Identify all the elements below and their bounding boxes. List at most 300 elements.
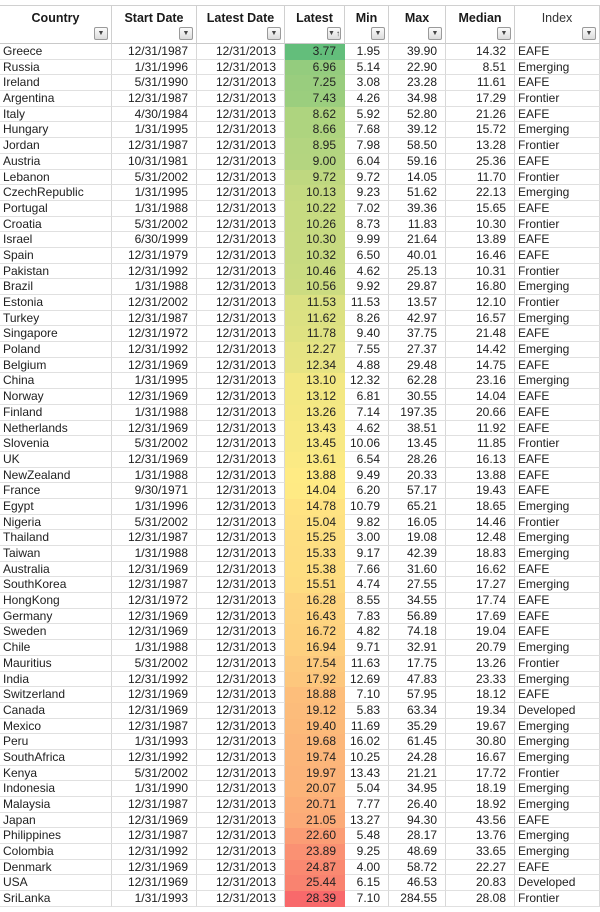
cell-index[interactable]: EAFE <box>515 248 600 264</box>
cell-latest[interactable]: 17.54 <box>285 656 345 672</box>
cell-max[interactable]: 29.87 <box>389 279 446 295</box>
cell-latest_date[interactable]: 12/31/2013 <box>197 232 285 248</box>
cell-min[interactable]: 11.63 <box>345 656 389 672</box>
cell-country[interactable]: Australia <box>0 562 112 578</box>
cell-min[interactable]: 9.99 <box>345 232 389 248</box>
cell-latest_date[interactable]: 12/31/2013 <box>197 421 285 437</box>
cell-min[interactable]: 4.62 <box>345 421 389 437</box>
cell-start_date[interactable]: 5/31/2002 <box>112 515 197 531</box>
cell-latest_date[interactable]: 12/31/2013 <box>197 813 285 829</box>
cell-min[interactable]: 4.88 <box>345 358 389 374</box>
cell-latest[interactable]: 17.92 <box>285 672 345 688</box>
cell-latest[interactable]: 24.87 <box>285 860 345 876</box>
cell-latest_date[interactable]: 12/31/2013 <box>197 781 285 797</box>
cell-start_date[interactable]: 12/31/1969 <box>112 562 197 578</box>
cell-max[interactable]: 17.75 <box>389 656 446 672</box>
cell-median[interactable]: 14.42 <box>446 342 515 358</box>
cell-start_date[interactable]: 12/31/1969 <box>112 624 197 640</box>
cell-country[interactable]: Egypt <box>0 499 112 515</box>
cell-country[interactable]: Kenya <box>0 766 112 782</box>
cell-country[interactable]: France <box>0 483 112 499</box>
cell-median[interactable]: 22.27 <box>446 860 515 876</box>
cell-index[interactable]: EAFE <box>515 593 600 609</box>
cell-start_date[interactable]: 12/31/1987 <box>112 91 197 107</box>
cell-country[interactable]: Japan <box>0 813 112 829</box>
cell-index[interactable]: Emerging <box>515 781 600 797</box>
cell-latest[interactable]: 22.60 <box>285 828 345 844</box>
cell-max[interactable]: 58.50 <box>389 138 446 154</box>
cell-start_date[interactable]: 12/31/1987 <box>112 719 197 735</box>
cell-index[interactable]: Emerging <box>515 279 600 295</box>
cell-min[interactable]: 7.55 <box>345 342 389 358</box>
cell-max[interactable]: 40.01 <box>389 248 446 264</box>
cell-index[interactable]: Frontier <box>515 436 600 452</box>
cell-median[interactable]: 16.46 <box>446 248 515 264</box>
cell-max[interactable]: 26.40 <box>389 797 446 813</box>
cell-latest_date[interactable]: 12/31/2013 <box>197 248 285 264</box>
cell-latest[interactable]: 13.10 <box>285 373 345 389</box>
cell-index[interactable]: Emerging <box>515 373 600 389</box>
cell-max[interactable]: 51.62 <box>389 185 446 201</box>
cell-index[interactable]: Emerging <box>515 60 600 76</box>
cell-latest[interactable]: 15.25 <box>285 530 345 546</box>
cell-latest[interactable]: 10.46 <box>285 264 345 280</box>
cell-latest_date[interactable]: 12/31/2013 <box>197 154 285 170</box>
cell-index[interactable]: EAFE <box>515 452 600 468</box>
cell-latest_date[interactable]: 12/31/2013 <box>197 483 285 499</box>
cell-latest_date[interactable]: 12/31/2013 <box>197 452 285 468</box>
cell-latest_date[interactable]: 12/31/2013 <box>197 891 285 907</box>
cell-start_date[interactable]: 1/31/1990 <box>112 781 197 797</box>
cell-median[interactable]: 17.69 <box>446 609 515 625</box>
cell-latest_date[interactable]: 12/31/2013 <box>197 609 285 625</box>
cell-max[interactable]: 62.28 <box>389 373 446 389</box>
cell-latest_date[interactable]: 12/31/2013 <box>197 860 285 876</box>
cell-country[interactable]: SouthAfrica <box>0 750 112 766</box>
cell-median[interactable]: 18.92 <box>446 797 515 813</box>
cell-start_date[interactable]: 9/30/1971 <box>112 483 197 499</box>
cell-start_date[interactable]: 1/31/1988 <box>112 201 197 217</box>
cell-latest_date[interactable]: 12/31/2013 <box>197 60 285 76</box>
cell-latest[interactable]: 15.51 <box>285 577 345 593</box>
cell-index[interactable]: Emerging <box>515 122 600 138</box>
cell-start_date[interactable]: 12/31/1969 <box>112 813 197 829</box>
cell-start_date[interactable]: 6/30/1999 <box>112 232 197 248</box>
cell-latest_date[interactable]: 12/31/2013 <box>197 75 285 91</box>
cell-median[interactable]: 11.92 <box>446 421 515 437</box>
cell-median[interactable]: 16.67 <box>446 750 515 766</box>
cell-latest[interactable]: 19.40 <box>285 719 345 735</box>
cell-country[interactable]: Russia <box>0 60 112 76</box>
cell-median[interactable]: 23.33 <box>446 672 515 688</box>
cell-min[interactable]: 13.43 <box>345 766 389 782</box>
cell-index[interactable]: Frontier <box>515 264 600 280</box>
cell-latest_date[interactable]: 12/31/2013 <box>197 828 285 844</box>
cell-index[interactable]: EAFE <box>515 201 600 217</box>
cell-latest[interactable]: 14.04 <box>285 483 345 499</box>
cell-min[interactable]: 9.23 <box>345 185 389 201</box>
cell-median[interactable]: 13.76 <box>446 828 515 844</box>
cell-latest_date[interactable]: 12/31/2013 <box>197 766 285 782</box>
cell-latest[interactable]: 10.26 <box>285 217 345 233</box>
cell-country[interactable]: Malaysia <box>0 797 112 813</box>
cell-country[interactable]: Brazil <box>0 279 112 295</box>
filter-dropdown-median[interactable] <box>497 27 511 40</box>
cell-max[interactable]: 48.69 <box>389 844 446 860</box>
cell-country[interactable]: Jordan <box>0 138 112 154</box>
cell-median[interactable]: 12.48 <box>446 530 515 546</box>
cell-latest_date[interactable]: 12/31/2013 <box>197 577 285 593</box>
cell-median[interactable]: 15.72 <box>446 122 515 138</box>
cell-latest_date[interactable]: 12/31/2013 <box>197 687 285 703</box>
cell-max[interactable]: 20.33 <box>389 468 446 484</box>
cell-min[interactable]: 5.04 <box>345 781 389 797</box>
cell-median[interactable]: 10.31 <box>446 264 515 280</box>
cell-min[interactable]: 10.25 <box>345 750 389 766</box>
cell-latest[interactable]: 16.43 <box>285 609 345 625</box>
cell-max[interactable]: 59.16 <box>389 154 446 170</box>
cell-median[interactable]: 16.62 <box>446 562 515 578</box>
cell-max[interactable]: 28.26 <box>389 452 446 468</box>
cell-median[interactable]: 14.46 <box>446 515 515 531</box>
cell-max[interactable]: 24.28 <box>389 750 446 766</box>
cell-latest[interactable]: 16.72 <box>285 624 345 640</box>
cell-min[interactable]: 12.69 <box>345 672 389 688</box>
cell-latest_date[interactable]: 12/31/2013 <box>197 624 285 640</box>
cell-min[interactable]: 7.10 <box>345 687 389 703</box>
cell-start_date[interactable]: 12/31/1972 <box>112 593 197 609</box>
cell-latest[interactable]: 13.26 <box>285 405 345 421</box>
cell-index[interactable]: Developed <box>515 703 600 719</box>
cell-start_date[interactable]: 10/31/1981 <box>112 154 197 170</box>
cell-max[interactable]: 11.83 <box>389 217 446 233</box>
cell-index[interactable]: EAFE <box>515 562 600 578</box>
cell-start_date[interactable]: 12/31/1992 <box>112 264 197 280</box>
cell-latest[interactable]: 14.78 <box>285 499 345 515</box>
cell-latest[interactable]: 25.44 <box>285 875 345 891</box>
cell-median[interactable]: 25.36 <box>446 154 515 170</box>
cell-min[interactable]: 7.02 <box>345 201 389 217</box>
filter-dropdown-index[interactable] <box>582 27 596 40</box>
cell-min[interactable]: 9.82 <box>345 515 389 531</box>
cell-latest[interactable]: 20.07 <box>285 781 345 797</box>
cell-min[interactable]: 4.74 <box>345 577 389 593</box>
cell-median[interactable]: 20.79 <box>446 640 515 656</box>
cell-latest_date[interactable]: 12/31/2013 <box>197 468 285 484</box>
cell-min[interactable]: 4.82 <box>345 624 389 640</box>
cell-median[interactable]: 20.66 <box>446 405 515 421</box>
cell-latest_date[interactable]: 12/31/2013 <box>197 279 285 295</box>
cell-min[interactable]: 7.77 <box>345 797 389 813</box>
cell-country[interactable]: Pakistan <box>0 264 112 280</box>
cell-min[interactable]: 10.06 <box>345 436 389 452</box>
cell-median[interactable]: 10.30 <box>446 217 515 233</box>
cell-latest_date[interactable]: 12/31/2013 <box>197 91 285 107</box>
cell-latest[interactable]: 6.96 <box>285 60 345 76</box>
cell-start_date[interactable]: 5/31/1990 <box>112 75 197 91</box>
cell-min[interactable]: 5.83 <box>345 703 389 719</box>
cell-country[interactable]: Hungary <box>0 122 112 138</box>
cell-median[interactable]: 15.65 <box>446 201 515 217</box>
cell-max[interactable]: 74.18 <box>389 624 446 640</box>
cell-country[interactable]: Poland <box>0 342 112 358</box>
cell-start_date[interactable]: 4/30/1984 <box>112 107 197 123</box>
cell-latest_date[interactable]: 12/31/2013 <box>197 217 285 233</box>
cell-min[interactable]: 7.68 <box>345 122 389 138</box>
cell-max[interactable]: 22.90 <box>389 60 446 76</box>
cell-median[interactable]: 11.61 <box>446 75 515 91</box>
cell-country[interactable]: China <box>0 373 112 389</box>
cell-max[interactable]: 30.55 <box>389 389 446 405</box>
cell-max[interactable]: 27.37 <box>389 342 446 358</box>
cell-min[interactable]: 4.26 <box>345 91 389 107</box>
cell-start_date[interactable]: 1/31/1993 <box>112 734 197 750</box>
cell-index[interactable]: Emerging <box>515 499 600 515</box>
cell-start_date[interactable]: 5/31/2002 <box>112 217 197 233</box>
cell-country[interactable]: Canada <box>0 703 112 719</box>
cell-index[interactable]: Emerging <box>515 185 600 201</box>
cell-median[interactable]: 18.12 <box>446 687 515 703</box>
cell-min[interactable]: 1.95 <box>345 44 389 60</box>
cell-latest[interactable]: 19.12 <box>285 703 345 719</box>
cell-latest[interactable]: 13.45 <box>285 436 345 452</box>
filter-dropdown-max[interactable] <box>428 27 442 40</box>
cell-index[interactable]: Emerging <box>515 672 600 688</box>
cell-min[interactable]: 8.26 <box>345 311 389 327</box>
cell-country[interactable]: Mexico <box>0 719 112 735</box>
cell-min[interactable]: 10.79 <box>345 499 389 515</box>
cell-country[interactable]: CzechRepublic <box>0 185 112 201</box>
cell-median[interactable]: 22.13 <box>446 185 515 201</box>
cell-start_date[interactable]: 12/31/1979 <box>112 248 197 264</box>
cell-country[interactable]: Estonia <box>0 295 112 311</box>
cell-max[interactable]: 19.08 <box>389 530 446 546</box>
cell-latest_date[interactable]: 12/31/2013 <box>197 201 285 217</box>
cell-start_date[interactable]: 12/31/1992 <box>112 342 197 358</box>
cell-country[interactable]: Greece <box>0 44 112 60</box>
cell-start_date[interactable]: 1/31/1995 <box>112 373 197 389</box>
cell-max[interactable]: 21.64 <box>389 232 446 248</box>
cell-max[interactable]: 16.05 <box>389 515 446 531</box>
cell-start_date[interactable]: 12/31/1987 <box>112 797 197 813</box>
cell-latest_date[interactable]: 12/31/2013 <box>197 373 285 389</box>
cell-index[interactable]: Emerging <box>515 311 600 327</box>
cell-latest[interactable]: 8.66 <box>285 122 345 138</box>
cell-country[interactable]: Italy <box>0 107 112 123</box>
cell-index[interactable]: Frontier <box>515 138 600 154</box>
cell-start_date[interactable]: 12/31/1972 <box>112 326 197 342</box>
cell-index[interactable]: Emerging <box>515 640 600 656</box>
cell-max[interactable]: 31.60 <box>389 562 446 578</box>
cell-min[interactable]: 6.54 <box>345 452 389 468</box>
cell-min[interactable]: 9.92 <box>345 279 389 295</box>
cell-median[interactable]: 17.74 <box>446 593 515 609</box>
cell-index[interactable]: Frontier <box>515 295 600 311</box>
cell-median[interactable]: 17.29 <box>446 91 515 107</box>
cell-country[interactable]: Slovenia <box>0 436 112 452</box>
cell-median[interactable]: 11.85 <box>446 436 515 452</box>
cell-start_date[interactable]: 12/31/1987 <box>112 311 197 327</box>
cell-index[interactable]: Emerging <box>515 750 600 766</box>
cell-latest[interactable]: 15.38 <box>285 562 345 578</box>
cell-max[interactable]: 63.34 <box>389 703 446 719</box>
cell-min[interactable]: 8.73 <box>345 217 389 233</box>
cell-index[interactable]: Developed <box>515 875 600 891</box>
cell-min[interactable]: 9.49 <box>345 468 389 484</box>
cell-min[interactable]: 11.69 <box>345 719 389 735</box>
cell-latest_date[interactable]: 12/31/2013 <box>197 499 285 515</box>
cell-latest_date[interactable]: 12/31/2013 <box>197 295 285 311</box>
cell-index[interactable]: Frontier <box>515 217 600 233</box>
cell-max[interactable]: 37.75 <box>389 326 446 342</box>
cell-latest_date[interactable]: 12/31/2013 <box>197 358 285 374</box>
cell-index[interactable]: EAFE <box>515 107 600 123</box>
cell-latest[interactable]: 23.89 <box>285 844 345 860</box>
cell-latest[interactable]: 11.78 <box>285 326 345 342</box>
cell-index[interactable]: EAFE <box>515 232 600 248</box>
cell-index[interactable]: Frontier <box>515 91 600 107</box>
cell-latest_date[interactable]: 12/31/2013 <box>197 672 285 688</box>
cell-start_date[interactable]: 1/31/1988 <box>112 546 197 562</box>
cell-max[interactable]: 42.39 <box>389 546 446 562</box>
cell-latest_date[interactable]: 12/31/2013 <box>197 703 285 719</box>
cell-country[interactable]: Belgium <box>0 358 112 374</box>
cell-start_date[interactable]: 12/31/1987 <box>112 577 197 593</box>
cell-start_date[interactable]: 1/31/1988 <box>112 279 197 295</box>
cell-start_date[interactable]: 12/31/1969 <box>112 687 197 703</box>
cell-latest_date[interactable]: 12/31/2013 <box>197 405 285 421</box>
cell-country[interactable]: HongKong <box>0 593 112 609</box>
cell-index[interactable]: EAFE <box>515 687 600 703</box>
cell-country[interactable]: Indonesia <box>0 781 112 797</box>
cell-max[interactable]: 58.72 <box>389 860 446 876</box>
cell-min[interactable]: 13.27 <box>345 813 389 829</box>
cell-min[interactable]: 5.92 <box>345 107 389 123</box>
cell-country[interactable]: Sweden <box>0 624 112 640</box>
cell-country[interactable]: Netherlands <box>0 421 112 437</box>
cell-median[interactable]: 21.26 <box>446 107 515 123</box>
cell-country[interactable]: Argentina <box>0 91 112 107</box>
cell-min[interactable]: 7.83 <box>345 609 389 625</box>
cell-country[interactable]: Colombia <box>0 844 112 860</box>
cell-latest_date[interactable]: 12/31/2013 <box>197 562 285 578</box>
cell-index[interactable]: EAFE <box>515 154 600 170</box>
cell-latest[interactable]: 8.62 <box>285 107 345 123</box>
cell-median[interactable]: 21.48 <box>446 326 515 342</box>
cell-min[interactable]: 12.32 <box>345 373 389 389</box>
cell-latest[interactable]: 20.71 <box>285 797 345 813</box>
cell-index[interactable]: EAFE <box>515 389 600 405</box>
cell-start_date[interactable]: 5/31/2002 <box>112 766 197 782</box>
cell-index[interactable]: Emerging <box>515 577 600 593</box>
cell-median[interactable]: 12.10 <box>446 295 515 311</box>
cell-start_date[interactable]: 12/31/1969 <box>112 452 197 468</box>
cell-index[interactable]: Emerging <box>515 546 600 562</box>
cell-latest_date[interactable]: 12/31/2013 <box>197 797 285 813</box>
cell-median[interactable]: 20.83 <box>446 875 515 891</box>
cell-median[interactable]: 19.43 <box>446 483 515 499</box>
cell-latest[interactable]: 10.22 <box>285 201 345 217</box>
cell-latest[interactable]: 9.72 <box>285 170 345 186</box>
cell-max[interactable]: 32.91 <box>389 640 446 656</box>
cell-max[interactable]: 57.95 <box>389 687 446 703</box>
cell-latest_date[interactable]: 12/31/2013 <box>197 719 285 735</box>
cell-start_date[interactable]: 12/31/1987 <box>112 828 197 844</box>
cell-latest[interactable]: 10.30 <box>285 232 345 248</box>
cell-index[interactable]: Frontier <box>515 656 600 672</box>
cell-max[interactable]: 52.80 <box>389 107 446 123</box>
cell-median[interactable]: 18.65 <box>446 499 515 515</box>
cell-max[interactable]: 25.13 <box>389 264 446 280</box>
cell-median[interactable]: 43.56 <box>446 813 515 829</box>
cell-latest[interactable]: 11.53 <box>285 295 345 311</box>
cell-country[interactable]: Croatia <box>0 217 112 233</box>
cell-latest_date[interactable]: 12/31/2013 <box>197 311 285 327</box>
cell-index[interactable]: EAFE <box>515 75 600 91</box>
cell-median[interactable]: 19.67 <box>446 719 515 735</box>
cell-max[interactable]: 47.83 <box>389 672 446 688</box>
cell-index[interactable]: Emerging <box>515 530 600 546</box>
cell-country[interactable]: Austria <box>0 154 112 170</box>
cell-country[interactable]: Peru <box>0 734 112 750</box>
cell-min[interactable]: 9.25 <box>345 844 389 860</box>
cell-max[interactable]: 46.53 <box>389 875 446 891</box>
cell-start_date[interactable]: 1/31/1988 <box>112 405 197 421</box>
cell-latest[interactable]: 10.32 <box>285 248 345 264</box>
cell-start_date[interactable]: 12/31/1969 <box>112 703 197 719</box>
cell-median[interactable]: 11.70 <box>446 170 515 186</box>
cell-start_date[interactable]: 12/31/1969 <box>112 609 197 625</box>
cell-index[interactable]: EAFE <box>515 421 600 437</box>
cell-start_date[interactable]: 12/31/2002 <box>112 295 197 311</box>
cell-latest_date[interactable]: 12/31/2013 <box>197 640 285 656</box>
cell-start_date[interactable]: 12/31/1992 <box>112 672 197 688</box>
cell-start_date[interactable]: 1/31/1988 <box>112 468 197 484</box>
cell-median[interactable]: 13.28 <box>446 138 515 154</box>
cell-country[interactable]: Denmark <box>0 860 112 876</box>
cell-latest_date[interactable]: 12/31/2013 <box>197 107 285 123</box>
cell-latest_date[interactable]: 12/31/2013 <box>197 122 285 138</box>
cell-max[interactable]: 284.55 <box>389 891 446 907</box>
cell-median[interactable]: 8.51 <box>446 60 515 76</box>
cell-median[interactable]: 33.65 <box>446 844 515 860</box>
cell-latest[interactable]: 8.95 <box>285 138 345 154</box>
cell-start_date[interactable]: 1/31/1995 <box>112 122 197 138</box>
cell-median[interactable]: 16.57 <box>446 311 515 327</box>
cell-latest[interactable]: 10.13 <box>285 185 345 201</box>
cell-median[interactable]: 30.80 <box>446 734 515 750</box>
cell-median[interactable]: 14.75 <box>446 358 515 374</box>
cell-median[interactable]: 16.13 <box>446 452 515 468</box>
cell-max[interactable]: 197.35 <box>389 405 446 421</box>
cell-median[interactable]: 28.08 <box>446 891 515 907</box>
cell-median[interactable]: 16.80 <box>446 279 515 295</box>
cell-median[interactable]: 13.89 <box>446 232 515 248</box>
cell-country[interactable]: Nigeria <box>0 515 112 531</box>
cell-latest_date[interactable]: 12/31/2013 <box>197 342 285 358</box>
filter-dropdown-min[interactable] <box>371 27 385 40</box>
cell-min[interactable]: 4.00 <box>345 860 389 876</box>
cell-latest_date[interactable]: 12/31/2013 <box>197 138 285 154</box>
cell-min[interactable]: 9.72 <box>345 170 389 186</box>
cell-country[interactable]: Switzerland <box>0 687 112 703</box>
cell-country[interactable]: SouthKorea <box>0 577 112 593</box>
cell-country[interactable]: Spain <box>0 248 112 264</box>
cell-country[interactable]: Thailand <box>0 530 112 546</box>
cell-index[interactable]: EAFE <box>515 860 600 876</box>
cell-country[interactable]: Singapore <box>0 326 112 342</box>
cell-index[interactable]: EAFE <box>515 405 600 421</box>
